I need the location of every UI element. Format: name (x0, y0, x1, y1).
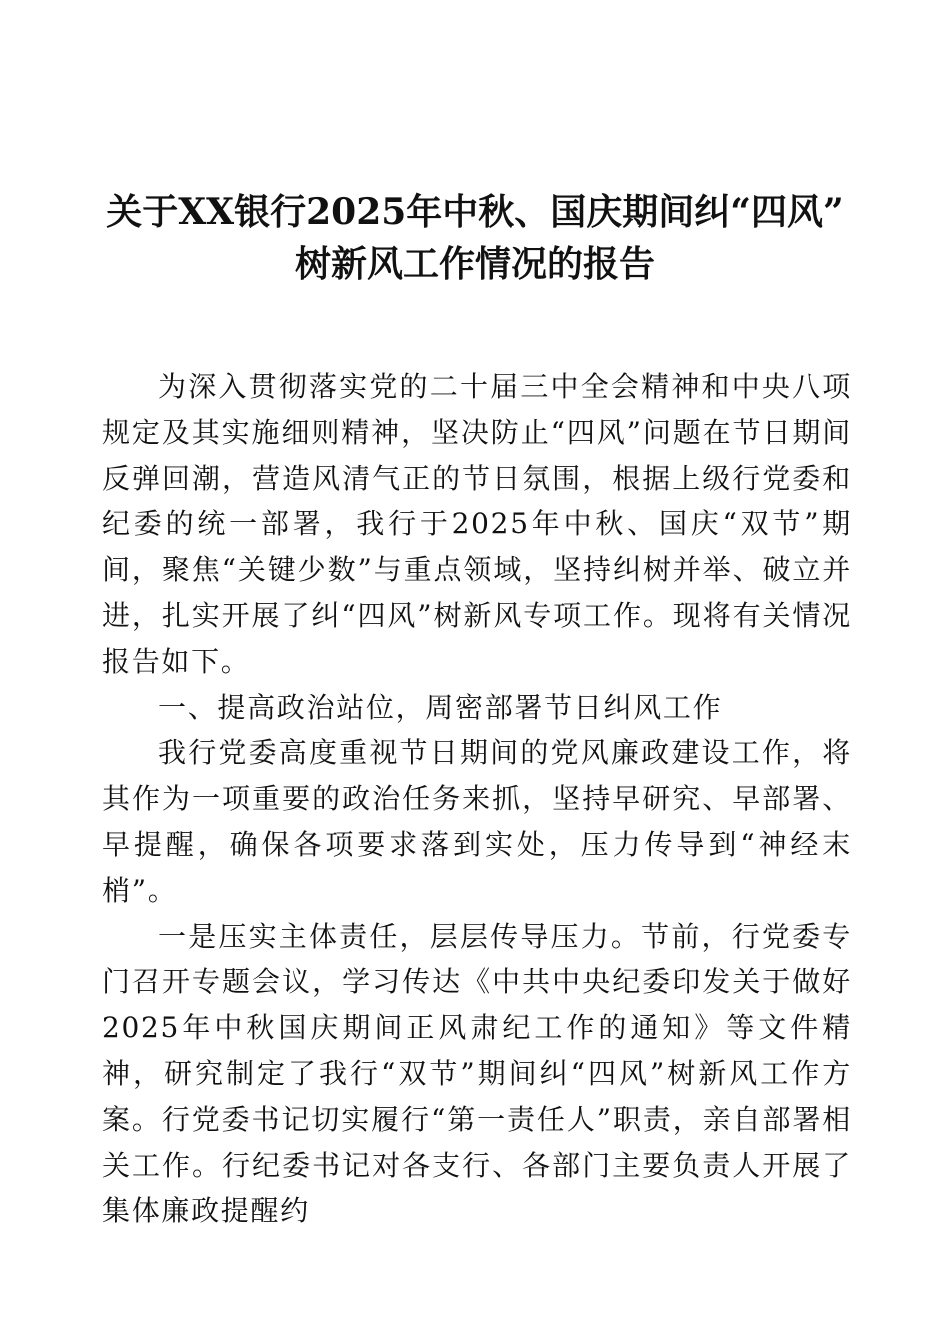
document-title (80, 186, 870, 290)
paragraph-section-1: 我行党委高度重视节日期间的党风廉政建设工作，将其作为一项重要的政治任务来抓，坚持早研究、早部署、早提醒，确保各项要求落到实处，压力传导到“神经末梢”。 (102, 736, 852, 907)
section-heading-1: 一、提高政治站位，周密部署节日纠风工作 (158, 690, 723, 724)
title-line-2: 树新风工作情况的报告 (294, 243, 655, 285)
paragraph-intro: 为深入贯彻落实党的二十届三中全会精神和中央八项规定及其实施细则精神，坚决防止“四风”问题在节日期间反弹回潮，营造风清气正的节日氛围，根据上级行党委和纪委的统一部署，我行于2025年中秋、国庆“双节”期间，聚焦“关键少数”与重点领域，坚持纠树并举、破立并进，扎实开展了纠“四风”树新风专项工作。现将有关情况报告如下。 (102, 370, 852, 678)
title-line-1: 关于XX银行2025年中秋、国庆期间纠“四风” (106, 191, 844, 233)
paragraph-point-1: 一是压实主体责任，层层传导压力。节前，行党委专门召开专题会议，学习传达《中共中央纪委印发关于做好2025年中秋国庆期间正风肃纪工作的通知》等文件精神，研究制定了我行“双节”期间纠“四风”树新风工作方案。行党委书记切实履行“第一责任人”职责，亲自部署相关工作。行纪委书记对各支行、各部门主要负责人开展了集体廉政提醒约 (102, 919, 852, 1228)
document-body (102, 364, 852, 1234)
